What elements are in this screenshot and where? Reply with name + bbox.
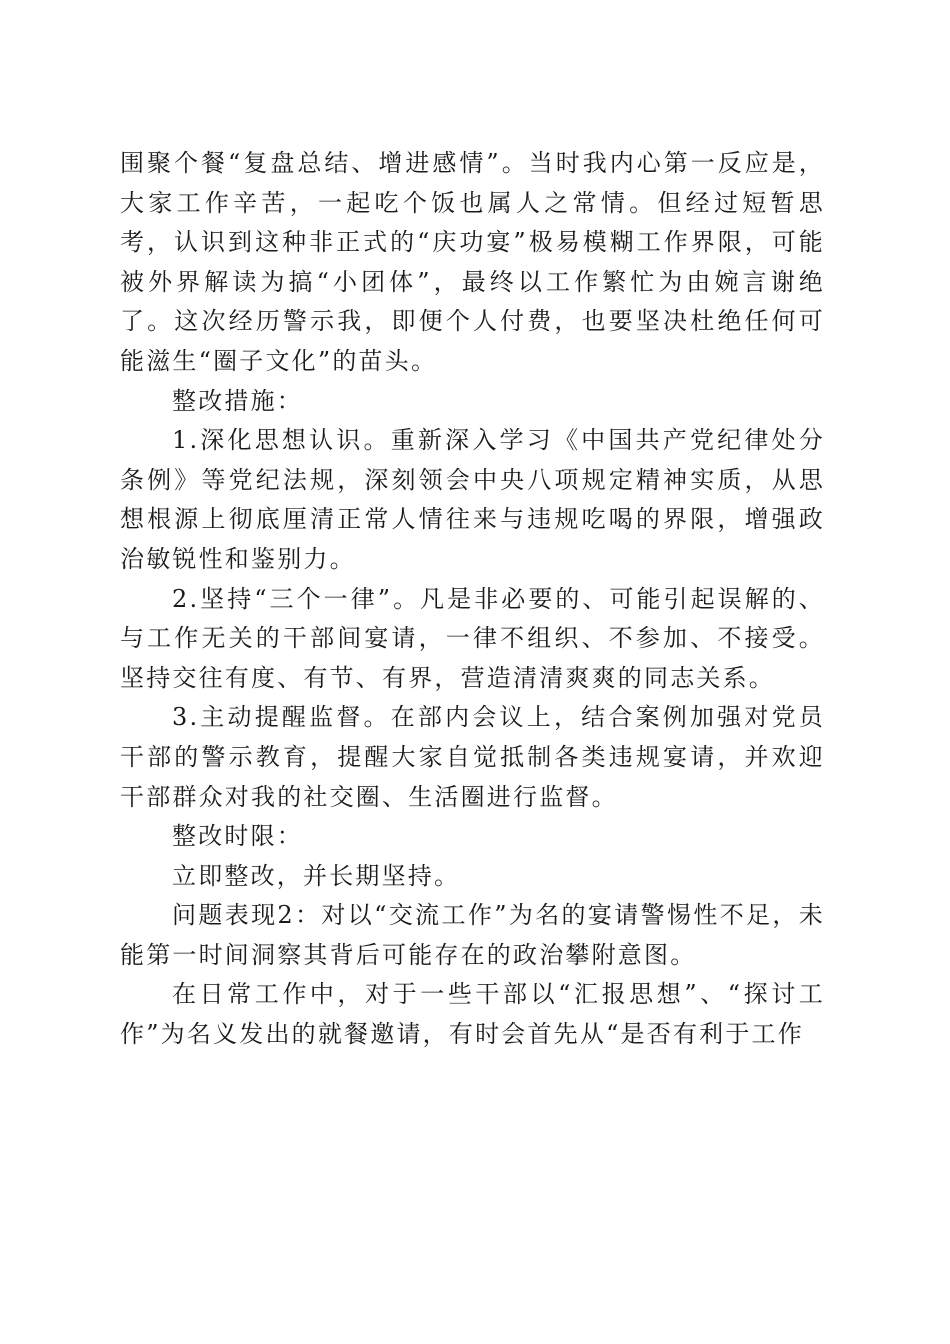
measure-item-3: 3.主动提醒监督。在部内会议上，结合案例加强对党员干部的警示教育，提醒大家自觉抵制各类违规宴请，并欢迎干部群众对我的社交圈、生活圈进行监督。	[120, 703, 825, 811]
measure-item-1: 1.深化思想认识。重新深入学习《中国共产党纪律处分条例》等党纪法规，深刻领会中央八项规定精神实质，从思想根源上彻底厘清正常人情往来与违规吃喝的界限，增强政治敏锐性和鉴别力。	[120, 426, 825, 573]
deadline-text: 立即整改，并长期坚持。	[172, 861, 461, 890]
document-body	[120, 144, 825, 1055]
problem-2-description: 在日常工作中，对于一些干部以“汇报思想”、“探讨工作”为名义发出的就餐邀请，有时会首先从“是否有利于工作	[120, 980, 825, 1049]
heading-rectification-measures: 整改措施：	[172, 386, 303, 415]
heading-rectification-deadline: 整改时限：	[172, 822, 303, 851]
problem-2-heading: 问题表现2：对以“交流工作”为名的宴请警惕性不足，未能第一时间洞察其背后可能存在的政治攀附意图。	[120, 901, 825, 969]
paragraph-continued-dinner-refusal: 围聚个餐“复盘总结、增进感情”。当时我内心第一反应是，大家工作辛苦，一起吃个饭也属人之常情。但经过短暂思考，认识到这种非正式的“庆功宴”极易模糊工作界限，可能被外界解读为搞“小团体”，最终以工作繁忙为由婉言谢绝了。这次经历警示我，即便个人付费，也要坚决杜绝任何可能滋生“圈子文化”的苗头。	[120, 149, 825, 375]
measure-item-2: 2.坚持“三个一律”。凡是非必要的、可能引起误解的、与工作无关的干部间宴请，一律不组织、不参加、不接受。坚持交往有度、有节、有界，营造清清爽爽的同志关系。	[120, 584, 825, 692]
